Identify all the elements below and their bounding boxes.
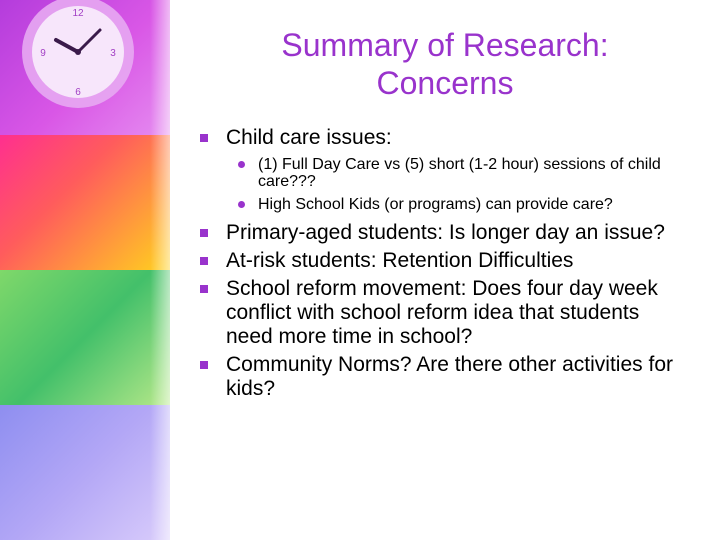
slide-body	[196, 126, 676, 405]
bullet-text: Child care issues:	[226, 126, 392, 149]
bullet-community-norms	[196, 353, 676, 401]
svg-text:12: 12	[72, 8, 84, 19]
svg-text:9: 9	[40, 48, 46, 59]
bullet-text: School reform movement: Does four day week conflict with school reform idea that students need more time in school?	[226, 277, 658, 348]
decorative-image-strip	[0, 0, 170, 540]
svg-text:6: 6	[75, 87, 81, 98]
square-bullet-icon	[200, 134, 208, 142]
green-papers-panel	[0, 270, 170, 405]
orange-clock-panel	[0, 135, 170, 270]
slide-title-line-1: Summary of Research:	[281, 27, 609, 63]
wall-clock-icon	[18, 0, 138, 112]
bullet-text: At-risk students: Retention Difficulties	[226, 249, 574, 272]
slide-title	[230, 26, 660, 102]
square-bullet-icon	[200, 229, 208, 237]
purple-clock-panel	[0, 0, 170, 135]
sub-bullet-list	[196, 156, 676, 213]
bullet-primary-aged	[196, 221, 676, 245]
bullet-text: Community Norms? Are there other activities for kids?	[226, 353, 673, 400]
slide-title-line-2: Concerns	[376, 65, 514, 101]
square-bullet-icon	[200, 285, 208, 293]
bullet-at-risk	[196, 249, 676, 273]
lavender-papers-panel	[0, 405, 170, 540]
sub-bullet-high-school-kids	[196, 196, 676, 213]
sub-bullet-full-day-care	[196, 156, 676, 190]
square-bullet-icon	[200, 361, 208, 369]
svg-text:3: 3	[110, 48, 116, 59]
bullet-school-reform	[196, 277, 676, 349]
bullet-child-care	[196, 126, 676, 150]
square-bullet-icon	[200, 257, 208, 265]
round-bullet-icon	[238, 201, 245, 208]
strip-fade	[150, 0, 170, 540]
bullet-text: Primary-aged students: Is longer day an issue?	[226, 221, 665, 244]
sub-bullet-text: High School Kids (or programs) can provide care?	[258, 196, 613, 213]
round-bullet-icon	[238, 161, 245, 168]
sub-bullet-text: (1) Full Day Care vs (5) short (1-2 hour) sessions of child care???	[258, 156, 661, 190]
